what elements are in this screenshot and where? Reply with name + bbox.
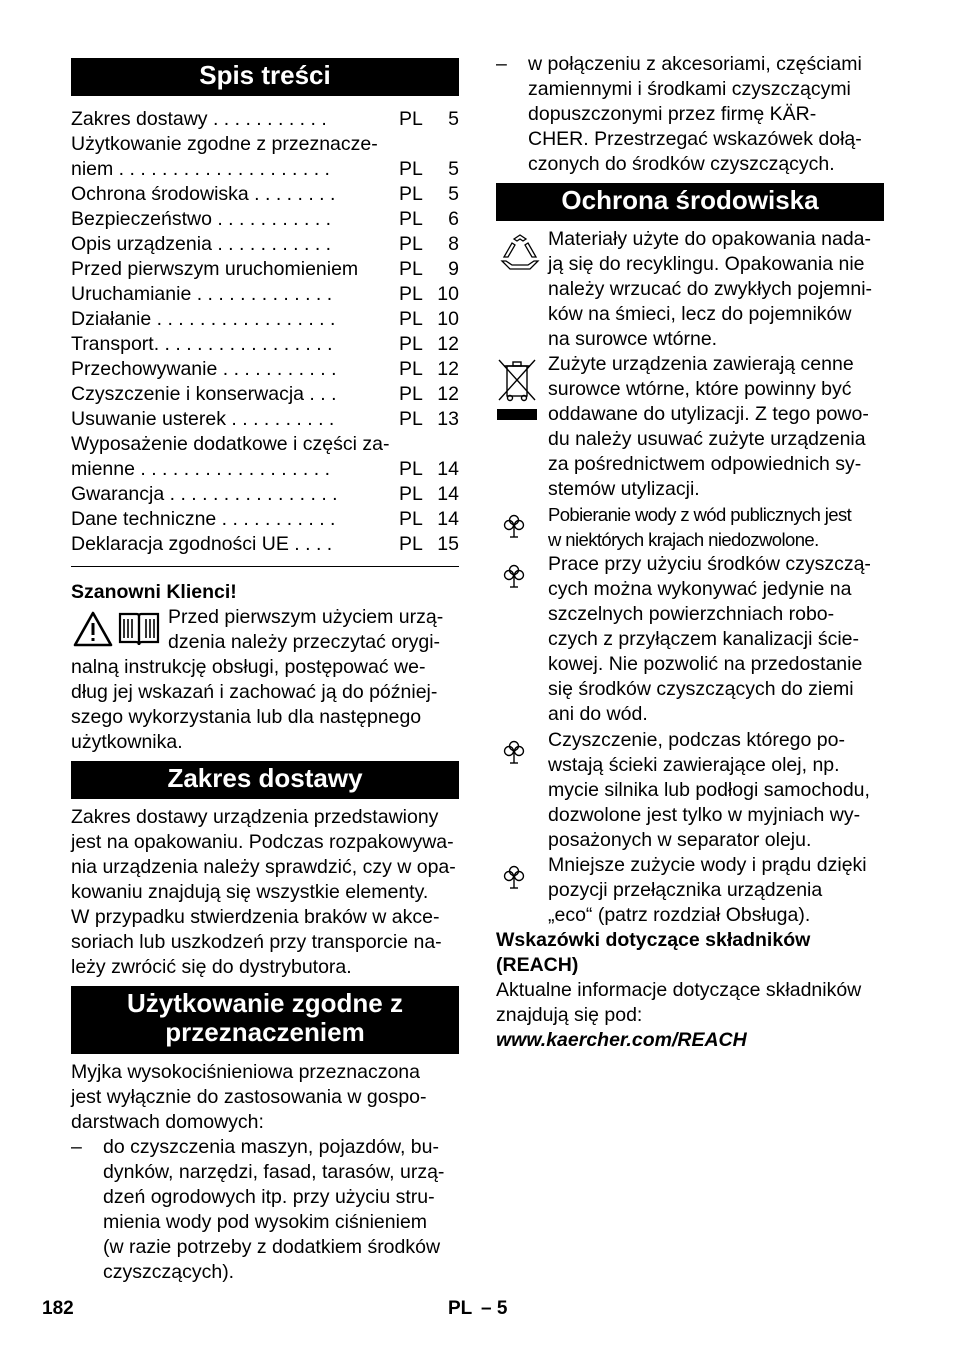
intended-use-heading-line: przeznaczeniem <box>165 1017 365 1047</box>
greeting-line: dług jej wskazań i zachować ją do później- <box>71 681 438 703</box>
toc-entry-page: 14 <box>437 508 459 530</box>
toc-entry-title: Przed pierwszym uruchomieniem <box>71 258 359 280</box>
toc-entry[interactable] <box>71 207 459 232</box>
toc-entry-lang: PL <box>399 508 423 530</box>
toc-entry-lang: PL <box>399 533 423 555</box>
toc-entry-title: Działanie . . . . . . . . . . . . . . . . . <box>71 308 336 330</box>
toc-entry-title: Użytkowanie zgodne z przeznacze- <box>71 133 378 155</box>
toc-entry[interactable] <box>71 507 459 532</box>
intended-use-bullet-line: (w razie potrzeby z dodatkiem środków <box>103 1236 441 1258</box>
scope-line: nia urządzenia należy sprawdzić, czy w opa- <box>71 856 456 878</box>
toc-entry-lang: PL <box>399 208 423 230</box>
toc-entry-title: niem . . . . . . . . . . . . . . . . . . . . <box>71 158 330 180</box>
scope-heading: Zakres dostawy <box>71 761 459 799</box>
toc-entry-lang: PL <box>399 158 423 180</box>
toc-entry-lang: PL <box>399 333 423 355</box>
recycle-line: ją się do recyklingu. Opakowania nie <box>548 253 865 275</box>
toc-entry-page: 5 <box>448 183 459 205</box>
toc-entry-page: 5 <box>448 158 459 180</box>
toc-entry-title: Opis urządzenia . . . . . . . . . . . <box>71 233 332 255</box>
scope-line: soriach lub uszkodzeń przy transporcie na- <box>71 931 442 953</box>
manual-book-icon <box>117 610 161 648</box>
reach-text-line: Aktualne informacje dotyczące składników <box>496 979 862 1001</box>
bullet-dash: – <box>496 53 507 75</box>
environment-flower-icon <box>502 739 526 765</box>
intended-use-bullet-line: w połączeniu z akcesoriami, częściami <box>528 53 862 75</box>
intended-use-bullet-line: zamiennymi i środkami czyszczącymi <box>528 78 851 100</box>
toc-entry-title: Uruchamianie . . . . . . . . . . . . . <box>71 283 333 305</box>
toc-entry-title: Transport. . . . . . . . . . . . . . . . . <box>71 333 333 355</box>
bullet-dash: – <box>71 1136 82 1158</box>
scope-line: jest na opakowaniu. Podczas rozpakowywa- <box>71 831 454 853</box>
greeting-line: Przed pierwszym użyciem urzą- <box>168 606 444 628</box>
toc-entry[interactable] <box>71 332 459 357</box>
crossed-bin-icon <box>496 356 538 424</box>
oil-line: dozwolone jest tylko w myjniach wy- <box>548 804 861 826</box>
water-line: w niektórych krajach niedozwolone. <box>548 529 819 550</box>
greeting-line: szego wykorzystania lub dla następnego <box>71 706 422 728</box>
detergent-line: Prace przy użyciu środków czyszczą- <box>548 553 871 575</box>
intended-use-bullet-line: dzeń ogrodowych itp. przy użyciu stru- <box>103 1186 435 1208</box>
footer-page-ref: – 5 <box>481 1298 508 1319</box>
scope-line: kowaniu znajdują się wszystkie elementy. <box>71 881 429 903</box>
eco-line: pozycji przełącznika urządzenia <box>548 879 823 901</box>
toc-entry-title: Ochrona środowiska . . . . . . . . <box>71 183 336 205</box>
toc-entry-lang: PL <box>399 108 423 130</box>
reach-title-line: (REACH) <box>496 954 579 976</box>
detergent-line: cych można wykonywać jedynie na <box>548 578 852 600</box>
toc-entry[interactable] <box>71 407 459 432</box>
intended-use-bullet-line: dynków, narzędzi, fasad, tarasów, urzą- <box>103 1161 445 1183</box>
environment-flower-icon <box>502 563 526 589</box>
reach-text-line: znajdują się pod: <box>496 1004 643 1026</box>
scope-line: Zakres dostawy urządzenia przedstawiony <box>71 806 439 828</box>
page-number: 182 <box>42 1298 74 1319</box>
toc-entry-page: 14 <box>437 483 459 505</box>
toc-entry-lang: PL <box>399 408 423 430</box>
toc-entry-lang: PL <box>399 183 423 205</box>
toc-entry-page: 12 <box>437 358 459 380</box>
toc-entry[interactable] <box>71 257 459 282</box>
detergent-line: czych z przyłączem kanalizacji ście- <box>548 628 860 650</box>
toc-entry-title: Zakres dostawy . . . . . . . . . . . <box>71 108 327 130</box>
weee-line: surowce wtórne, które powinny być <box>548 378 852 400</box>
toc-heading: Spis treści <box>71 58 459 96</box>
recycle-line: na surowce wtórne. <box>548 328 718 350</box>
greeting-line: nalną instrukcję obsługi, postępować we- <box>71 656 426 678</box>
toc-entry-lang: PL <box>399 258 423 280</box>
oil-line: posażonych w separator oleju. <box>548 829 812 851</box>
toc-entry-page: 6 <box>448 208 459 230</box>
toc-entry-lang: PL <box>399 308 423 330</box>
toc-entry-title: Usuwanie usterek . . . . . . . . . . <box>71 408 335 430</box>
weee-line: stemów utylizacji. <box>548 478 700 500</box>
reach-title-line: Wskazówki dotyczące składników <box>496 929 811 951</box>
greeting-title: Szanowni Klienci! <box>71 581 237 603</box>
toc-entry-lang: PL <box>399 283 423 305</box>
scope-line: W przypadku stwierdzenia braków w akce- <box>71 906 440 928</box>
water-line: Pobieranie wody z wód publicznych jest <box>548 504 852 525</box>
intended-use-intro-line: darstwach domowych: <box>71 1111 264 1133</box>
intended-use-bullet-line: CHER. Przestrzegać wskazówek dołą- <box>528 128 862 150</box>
toc-entry[interactable] <box>71 282 459 307</box>
intended-use-bullet-line: do czyszczenia maszyn, pojazdów, bu- <box>103 1136 439 1158</box>
scope-line: leży zwrócić się do dystrybutora. <box>71 956 352 978</box>
intended-use-bullet-line: dopuszczonymi przez firmę KÄR- <box>528 103 817 125</box>
environment-flower-icon <box>502 864 526 890</box>
warning-triangle-icon <box>73 611 113 647</box>
toc-entry-page: 13 <box>437 408 459 430</box>
environment-flower-icon <box>502 513 526 539</box>
weee-line: oddawane do utylizacji. Z tego powo- <box>548 403 869 425</box>
intended-use-heading <box>71 986 459 1054</box>
detergent-line: szczelnych powierzchniach robo- <box>548 603 835 625</box>
eco-line: Mniejsze zużycie wody i prądu dzięki <box>548 854 867 876</box>
toc-entry-page: 10 <box>437 308 459 330</box>
toc-entry-lang: PL <box>399 358 423 380</box>
toc-entry-title: Bezpieczeństwo . . . . . . . . . . . <box>71 208 332 230</box>
toc-entry-title: Przechowywanie . . . . . . . . . . . <box>71 358 337 380</box>
toc-entry[interactable] <box>71 482 459 507</box>
weee-line: za pośrednictwem odpowiednich sy- <box>548 453 862 475</box>
toc-entry-lang: PL <box>399 233 423 255</box>
toc-entry-page: 9 <box>448 258 459 280</box>
toc-entry-title: Gwarancja . . . . . . . . . . . . . . . . <box>71 483 338 505</box>
intended-use-bullet-line: czonych do środków czyszczących. <box>528 153 835 175</box>
intended-use-intro-line: Myjka wysokociśnieniowa przeznaczona <box>71 1061 420 1083</box>
toc-entry[interactable] <box>71 432 459 482</box>
eco-line: „eco“ (patrz rozdział Obsługa). <box>548 904 811 926</box>
toc-entry[interactable] <box>71 307 459 332</box>
toc-entry-lang: PL <box>399 458 423 480</box>
oil-line: mycie silnika lub podłogi samochodu, <box>548 779 870 801</box>
footer-code: PL <box>448 1298 473 1319</box>
toc-entry[interactable] <box>71 382 459 407</box>
toc-entry-page: 14 <box>437 458 459 480</box>
detergent-line: ani do wód. <box>548 703 648 725</box>
toc-entry[interactable] <box>71 232 459 257</box>
detergent-line: się środków czyszczących do ziemi <box>548 678 854 700</box>
toc-entry[interactable] <box>71 107 459 132</box>
toc-entry-page: 10 <box>437 283 459 305</box>
toc-entry[interactable] <box>71 532 459 557</box>
recycling-icon <box>498 233 542 273</box>
toc-entry-page: 8 <box>448 233 459 255</box>
toc-entry[interactable] <box>71 182 459 207</box>
reach-url-link[interactable]: www.kaercher.com/REACH <box>496 1029 747 1051</box>
toc-entry-page: 15 <box>437 533 459 555</box>
weee-line: du należy usuwać zużyte urządzenia <box>548 428 866 450</box>
greeting-line: użytkownika. <box>71 731 183 753</box>
environment-heading: Ochrona środowiska <box>496 183 884 221</box>
toc-entry[interactable] <box>71 132 459 182</box>
toc-entry-page: 12 <box>437 333 459 355</box>
oil-line: wstają ścieki zawierające olej, np. <box>548 754 840 776</box>
intended-use-bullet-line: czyszczących). <box>103 1261 235 1283</box>
weee-line: Zużyte urządzenia zawierają cenne <box>548 353 854 375</box>
toc-entry[interactable] <box>71 357 459 382</box>
intended-use-bullet-line: mienia wody pod wysokim ciśnieniem <box>103 1211 428 1233</box>
recycle-line: Materiały użyte do opakowania nada- <box>548 228 872 250</box>
oil-line: Czyszczenie, podczas którego po- <box>548 729 845 751</box>
toc-entry-page: 12 <box>437 383 459 405</box>
intended-use-heading-line: Użytkowanie zgodne z <box>127 988 403 1018</box>
toc-entry-title: Deklaracja zgodności UE . . . . <box>71 533 333 555</box>
toc-entry-title: Czyszczenie i konserwacja . . . <box>71 383 337 405</box>
toc-entry-title: Wyposażenie dodatkowe i części za- <box>71 433 390 455</box>
recycle-line: ków na śmieci, lecz do pojemników <box>548 303 852 325</box>
intended-use-intro-line: jest wyłącznie do zastosowania w gospo- <box>71 1086 427 1108</box>
toc-entry-lang: PL <box>399 483 423 505</box>
toc-entry-page: 5 <box>448 108 459 130</box>
toc-separator <box>71 566 459 567</box>
toc-entry-lang: PL <box>399 383 423 405</box>
greeting-line: dzenia należy przeczytać orygi- <box>168 631 441 653</box>
toc-entry-title: mienne . . . . . . . . . . . . . . . . . . <box>71 458 330 480</box>
detergent-line: kowej. Nie pozwolić na przedostanie <box>548 653 863 675</box>
toc-entry-title: Dane techniczne . . . . . . . . . . . <box>71 508 336 530</box>
recycle-line: należy wrzucać do zwykłych pojemni- <box>548 278 873 300</box>
